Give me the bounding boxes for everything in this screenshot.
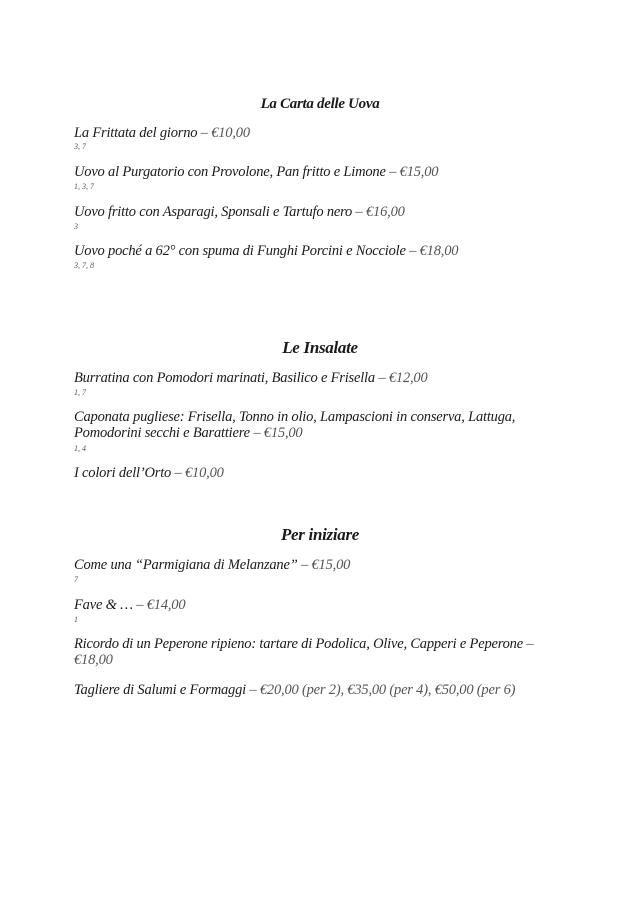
item-name: I colori dell’Orto: [74, 465, 172, 481]
item-price: – €15,00: [389, 164, 439, 180]
menu-item: [74, 597, 574, 613]
menu-item: [74, 370, 574, 386]
item-allergens: 1, 7: [74, 388, 86, 397]
item-allergens: 1, 3, 7: [74, 182, 94, 191]
menu-item: [74, 557, 574, 573]
section-title-insalate: Le Insalate: [282, 338, 358, 357]
menu-item: [74, 682, 594, 698]
item-price: – €15,00: [301, 557, 351, 573]
item-allergens: 1: [74, 615, 78, 624]
section-title-per-iniziare: Per iniziare: [280, 525, 360, 544]
item-price: – €10,00: [200, 125, 250, 141]
menu-item: [74, 204, 574, 220]
item-allergens: 7: [74, 575, 78, 584]
item-name: Burratina con Pomodori marinati, Basilico e Frisella: [74, 370, 375, 386]
item-name: Ricordo di un Peperone ripieno: tartare di Podolica, Olive, Capperi e Peperone: [74, 636, 523, 652]
item-price: – €10,00: [174, 465, 224, 481]
item-price: – €15,00: [253, 425, 303, 441]
item-price: – €18,00: [409, 243, 459, 259]
item-name: Tagliere di Salumi e Formaggi: [74, 682, 246, 698]
item-name: Uovo al Purgatorio con Provolone, Pan fritto e Limone: [74, 164, 386, 180]
item-name: La Frittata del giorno: [74, 125, 198, 141]
item-allergens: 3, 7, 8: [74, 261, 94, 270]
section-title-uova: La Carta delle Uova: [260, 96, 380, 112]
item-name: Caponata pugliese: Frisella, Tonno in olio, Lampascioni in conserva, Lattuga, Pomodorini secchi e Barattiere: [74, 409, 516, 441]
menu-item: [74, 465, 574, 481]
menu-item: [74, 164, 574, 180]
item-price: – €12,00: [378, 370, 428, 386]
item-price: – €16,00: [355, 204, 405, 220]
item-price: – €18,00: [74, 636, 534, 668]
item-name: Uovo poché a 62° con spuma di Funghi Porcini e Nocciole: [74, 243, 406, 259]
item-price: – €14,00: [136, 597, 186, 613]
item-name: Fave & …: [74, 597, 133, 613]
item-price: – €20,00 (per 2), €35,00 (per 4), €50,00 (per 6): [249, 682, 516, 698]
menu-item: [74, 243, 574, 259]
item-name: Uovo fritto con Asparagi, Sponsali e Tartufo nero: [74, 204, 353, 220]
menu-item: [74, 125, 574, 141]
item-allergens: 3, 7: [74, 142, 86, 151]
item-name: Come una “Parmigiana di Melanzane”: [74, 557, 298, 573]
menu-item: [74, 409, 554, 441]
menu-item: [74, 636, 569, 668]
item-allergens: 3: [74, 222, 78, 231]
item-allergens: 1, 4: [74, 444, 86, 453]
